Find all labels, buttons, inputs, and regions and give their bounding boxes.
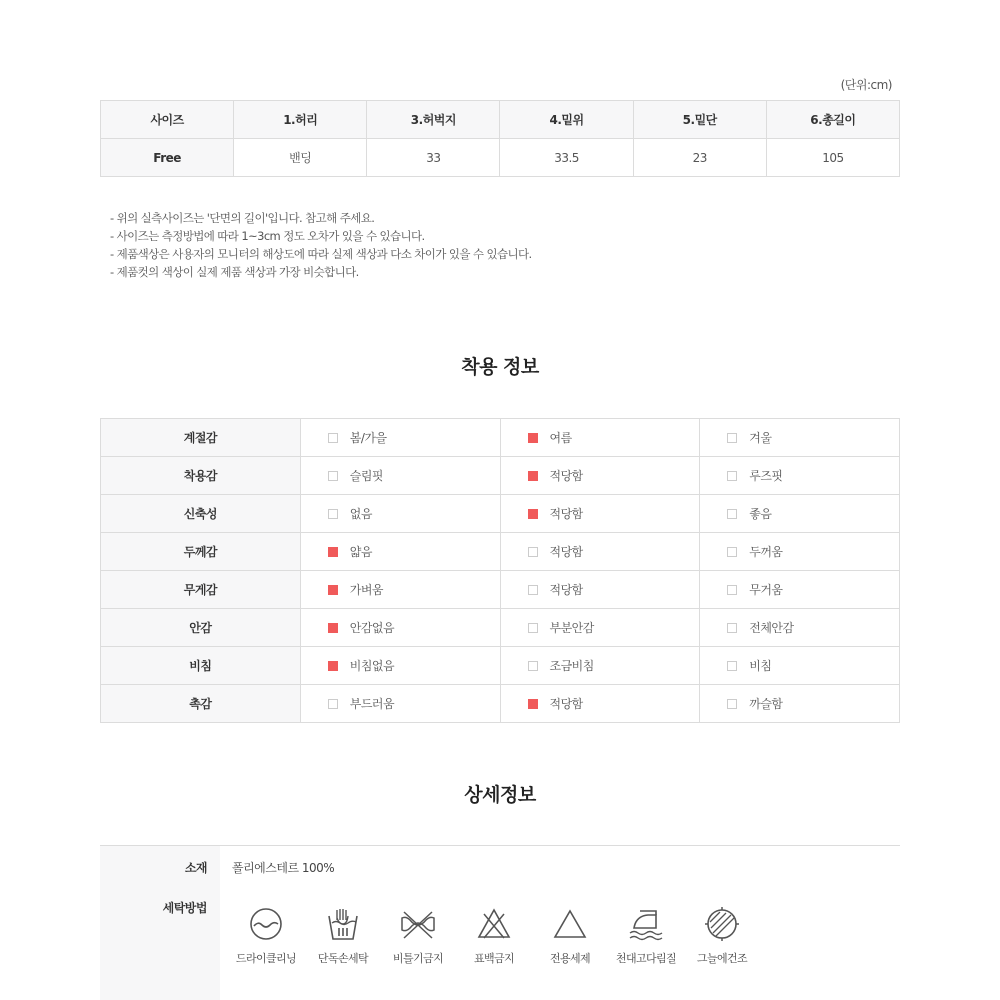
note-line: - 사이즈는 측정방법에 따라 1~3cm 정도 오차가 있을 수 있습니다.	[110, 229, 425, 243]
fit-option	[500, 647, 700, 685]
fit-option	[700, 457, 900, 495]
fit-option-label: 안감없음	[349, 621, 395, 635]
care-item-label: 그늘에건조	[696, 952, 748, 965]
unchecked-box-icon	[328, 509, 338, 519]
fit-row	[101, 419, 900, 457]
fit-option	[700, 495, 900, 533]
size-table-header-row	[101, 101, 900, 139]
fit-option	[500, 495, 700, 533]
fit-option-label: 조금비침	[549, 659, 594, 673]
fit-row	[101, 685, 900, 723]
fit-option-label: 없음	[349, 507, 372, 521]
fit-option	[500, 533, 700, 571]
unchecked-box-icon	[727, 471, 737, 481]
unchecked-box-icon	[727, 509, 737, 519]
fit-option-label: 까슬함	[749, 697, 783, 711]
care-item	[682, 906, 762, 966]
fit-row	[101, 571, 900, 609]
care-item	[378, 906, 458, 966]
material-value: 폴리에스테르 100%	[232, 861, 335, 875]
fit-option	[700, 571, 900, 609]
care-item-label: 표백금지	[473, 952, 515, 965]
care-item-label: 비틀기금지	[392, 952, 444, 965]
fit-row-label: 무게감	[101, 571, 301, 609]
fit-option-label: 무거움	[749, 583, 783, 597]
size-header-cell: 6.총길이	[766, 101, 899, 139]
fit-option	[500, 609, 700, 647]
fit-row-label: 안감	[101, 609, 301, 647]
fit-option	[700, 419, 900, 457]
fit-row-label: 촉감	[101, 685, 301, 723]
fit-option-label: 전체안감	[749, 621, 794, 635]
fit-option	[700, 609, 900, 647]
fit-option-label: 적당함	[549, 545, 583, 559]
unchecked-box-icon	[528, 547, 538, 557]
fit-option-label: 적당함	[549, 583, 583, 597]
fit-row	[101, 533, 900, 571]
size-table-row	[101, 139, 900, 177]
note-line: - 위의 실측사이즈는 '단면의 길이'입니다. 참고해 주세요.	[110, 211, 375, 225]
care-item	[303, 906, 383, 966]
note-line: - 제품색상은 사용자의 모니터의 해상도에 따라 실제 색상과 다소 차이가 있을 수 있습니다.	[110, 247, 532, 261]
dry-clean-icon	[248, 906, 284, 942]
fit-option-label: 겨울	[749, 431, 772, 445]
fit-option-label: 부분안감	[549, 621, 594, 635]
fit-row-label: 신축성	[101, 495, 301, 533]
no-wring-icon	[398, 906, 438, 942]
fit-row-label: 계절감	[101, 419, 301, 457]
fit-option-label: 가벼움	[349, 583, 384, 597]
fit-row	[101, 495, 900, 533]
fit-option-label: 적당함	[549, 697, 583, 711]
fit-option-label: 적당함	[549, 469, 583, 483]
detail-info-title: 상세정보	[464, 784, 536, 806]
unchecked-box-icon	[328, 699, 338, 709]
fit-info-title: 착용 정보	[461, 356, 539, 378]
fit-row-label: 두께감	[101, 533, 301, 571]
fit-row-label: 비침	[101, 647, 301, 685]
size-value-cell: 33.5	[500, 139, 633, 177]
checked-box-icon	[328, 547, 338, 557]
fit-option	[300, 647, 500, 685]
fit-option	[500, 419, 700, 457]
iron-with-cloth-icon	[626, 906, 666, 942]
size-header-cell: 5.밑단	[633, 101, 766, 139]
fit-option-label: 루즈핏	[749, 469, 783, 483]
size-value-cell: Free	[101, 139, 234, 177]
size-header-cell: 3.허벅지	[367, 101, 500, 139]
unchecked-box-icon	[727, 433, 737, 443]
care-item	[226, 906, 306, 966]
checked-box-icon	[328, 585, 338, 595]
fit-option-label: 좋음	[749, 507, 772, 521]
size-header-cell: 1.허리	[234, 101, 367, 139]
unchecked-box-icon	[727, 699, 737, 709]
unchecked-box-icon	[727, 661, 737, 671]
fit-row	[101, 457, 900, 495]
fit-option-label: 비침없음	[349, 659, 395, 673]
fit-option-label: 비침	[749, 659, 772, 673]
no-bleach-icon	[476, 906, 512, 942]
care-item	[454, 906, 534, 966]
fit-info-table	[100, 418, 900, 723]
checked-box-icon	[328, 661, 338, 671]
checked-box-icon	[528, 509, 538, 519]
fit-row	[101, 609, 900, 647]
fit-option	[700, 647, 900, 685]
fit-row-label: 착용감	[101, 457, 301, 495]
note-line: - 제품컷의 색상이 실제 제품 색상과 가장 비슷합니다.	[110, 265, 359, 279]
checked-box-icon	[528, 433, 538, 443]
fit-option	[300, 457, 500, 495]
size-value-cell: 23	[633, 139, 766, 177]
fit-row	[101, 647, 900, 685]
fit-option	[300, 419, 500, 457]
fit-option	[300, 495, 500, 533]
detail-label-column	[100, 846, 220, 1000]
checked-box-icon	[528, 471, 538, 481]
size-table	[100, 100, 900, 177]
care-item-label: 전용세제	[549, 952, 591, 965]
care-item-label: 드라이클리닝	[235, 952, 297, 965]
shade-dry-icon	[704, 906, 740, 942]
unchecked-box-icon	[727, 623, 737, 633]
size-notes	[110, 209, 532, 281]
checked-box-icon	[328, 623, 338, 633]
fit-option	[500, 685, 700, 723]
unit-label: (단위:cm)	[840, 78, 892, 92]
unchecked-box-icon	[528, 661, 538, 671]
fit-option-label: 여름	[549, 431, 572, 445]
unchecked-box-icon	[328, 433, 338, 443]
care-item-label: 천대고다림질	[615, 952, 677, 965]
care-item-label: 단독손세탁	[317, 952, 369, 965]
fit-option-label: 부드러움	[349, 697, 395, 711]
hand-wash-icon	[325, 906, 361, 942]
fit-option	[300, 609, 500, 647]
fit-option-label: 적당함	[549, 507, 583, 521]
care-label: 세탁방법	[162, 901, 207, 915]
size-header-cell: 4.밑위	[500, 101, 633, 139]
size-value-cell: 밴딩	[234, 139, 367, 177]
fit-option	[300, 685, 500, 723]
fit-option-label: 슬림핏	[349, 469, 384, 483]
fit-option-label: 두꺼움	[749, 545, 783, 559]
fit-option	[500, 571, 700, 609]
unchecked-box-icon	[727, 547, 737, 557]
care-item	[530, 906, 610, 966]
fit-option-label: 얇음	[349, 545, 372, 559]
fit-option	[700, 685, 900, 723]
fit-option	[700, 533, 900, 571]
size-value-cell: 105	[766, 139, 899, 177]
unchecked-box-icon	[528, 623, 538, 633]
size-value-cell: 33	[367, 139, 500, 177]
material-label: 소재	[184, 861, 207, 875]
detail-info-panel	[100, 845, 900, 1000]
care-item	[606, 906, 686, 966]
unchecked-box-icon	[528, 585, 538, 595]
checked-box-icon	[528, 699, 538, 709]
fit-option-label: 봄/가을	[349, 431, 387, 445]
fit-option	[300, 571, 500, 609]
fit-option	[300, 533, 500, 571]
unchecked-box-icon	[328, 471, 338, 481]
neutral-detergent-icon	[552, 906, 588, 942]
size-header-cell: 사이즈	[101, 101, 234, 139]
fit-option	[500, 457, 700, 495]
unchecked-box-icon	[727, 585, 737, 595]
